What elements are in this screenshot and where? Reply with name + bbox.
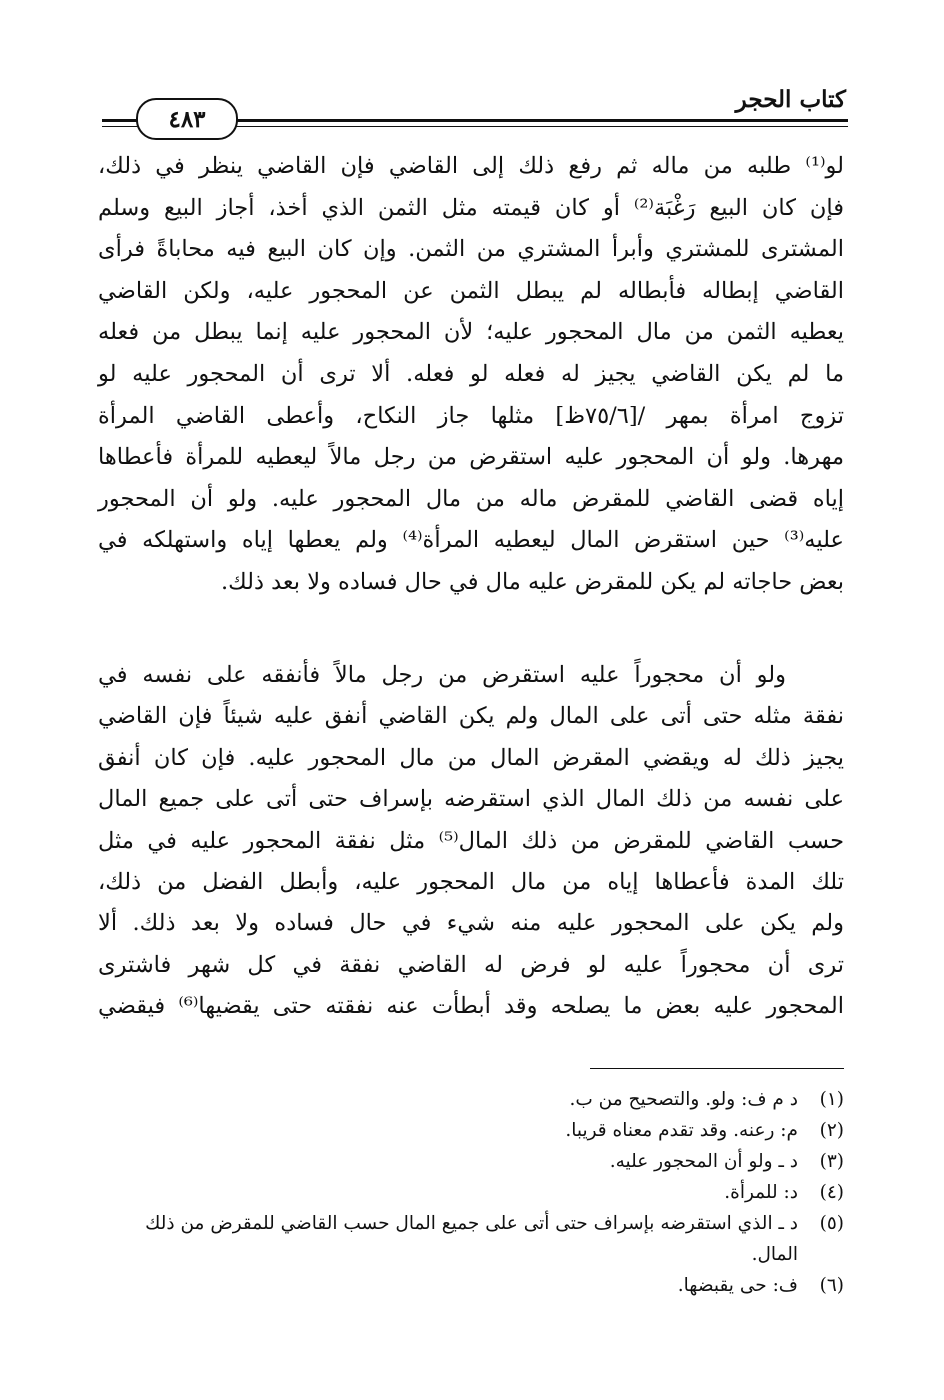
footnote-number: (٢): [819, 1120, 844, 1141]
footnote: [96, 1208, 844, 1270]
footnote-text: د م ف: ولو. والتصحيح من ب.: [569, 1089, 798, 1110]
text-line-indented: [98, 655, 844, 696]
text-line: المحجور عليه بعض ما يصلحه وقد أبطأت عنه نفقته حتى يقضيها⁽⁶⁾ فيقضي: [98, 993, 844, 1020]
footnote-number: (١): [819, 1089, 844, 1110]
footnote: [96, 1115, 844, 1146]
text-line: ترى أن محجوراً عليه لو فرض له القاضي نفقة في كل شهر فاشترى: [98, 951, 844, 978]
text-line: لو⁽¹⁾ طلبه من ماله ثم رفع ذلك إلى القاضي فإن القاضي ينظر في ذلك،: [98, 153, 844, 179]
footnote-number: (٣): [819, 1151, 844, 1172]
text-line: يجيز ذلك له ويقضي المقرض المال من مال المحجور عليه. فإن كان أنفق: [98, 744, 844, 771]
paragraph-2: [98, 655, 844, 1028]
text-line: تزوج امرأة بمهر /[٧٥/٦ظ] مثلها جاز النكاح، وأعطى القاضي المرأة: [98, 402, 844, 429]
text-line: على نفسه من ذلك المال الذي استقرضه بإسراف حتى أتى على جميع المال: [98, 786, 844, 813]
footnote-text: ف: حى يقبضها.: [677, 1275, 798, 1296]
footnotes: [96, 1084, 844, 1301]
text-line: فإن كان البيع رَغْبَة⁽²⁾ أو كان قيمته مثل الثمن الذي أخذ، أجاز البيع وسلم: [98, 194, 844, 221]
footnote-text: د ـ ولو أن المحجور عليه.: [609, 1151, 798, 1172]
text-line: مهرها. ولو أن المحجور عليه استقرض من رجل مالاً ليعطيه للمرأة فأعطاها: [98, 444, 844, 471]
page-number: ٤٨٣: [168, 105, 206, 133]
text-line: ولم يكن على المحجور عليه منه شيء في حال فساده ولا بعد ذلك. ألا: [98, 910, 844, 937]
text-line: بعض حاجاته لم يكن للمقرض عليه مال في حال فساده ولا بعد ذلك.: [220, 568, 844, 595]
footnote: [96, 1270, 844, 1301]
footnote-text: د ـ الذي استقرضه بإسراف حتى أتى على جميع المال حسب القاضي للمقرض من ذلك المال.: [145, 1213, 798, 1265]
footnote: [96, 1084, 844, 1115]
footnote-separator: [590, 1068, 844, 1069]
text-line: تلك المدة فأعطاها إياه من مال المحجور عليه، وأبطل الفضل من ذلك،: [98, 869, 844, 896]
running-title: كتاب الحجر: [735, 86, 846, 113]
footnote-number: (٦): [819, 1275, 844, 1296]
footnote: [96, 1177, 844, 1208]
paragraph-1: [98, 146, 844, 604]
text-line: القاضي إبطاله فأبطاله لم يبطل الثمن عن المحجور عليه، ولكن القاضي: [98, 277, 844, 304]
text-line: عليه⁽³⁾ حين استقرض المال ليعطيه المرأة⁽⁴⁾ ولم يعطها إياه واستهلكه في: [98, 527, 844, 554]
footnote-text: د: للمرأة.: [724, 1182, 798, 1203]
text-line: المشترى للمشتري وأبرأ المشتري من الثمن. وإن كان البيع فيه محاباةً فرأى: [98, 236, 844, 263]
text-line: حسب القاضي للمقرض من ذلك المال⁽⁵⁾ مثل نفقة المحجور عليه في مثل: [98, 827, 844, 854]
page-number-frame: [136, 98, 238, 140]
footnote-text: م: رعنه. وقد تقدم معناه قريبا.: [565, 1120, 798, 1141]
footnote-number: (٤): [819, 1182, 844, 1203]
text-line: نفقة مثله حتى أتى على المال ولم يكن القاضي أنفق عليه شيئاً فإن القاضي: [98, 703, 844, 730]
text-line: يعطيه الثمن من مال المحجور عليه؛ لأن المحجور عليه إنما يبطل من فعله: [98, 319, 844, 346]
footnote: [96, 1146, 844, 1177]
text-line: ولو أن محجوراً عليه استقرض من رجل مالاً فأنفقه على نفسه في: [98, 662, 786, 688]
text-line: إياه قضى القاضي للمقرض ماله من مال المحجور عليه. ولو أن المحجور: [98, 485, 844, 512]
footnote-number: (٥): [819, 1213, 844, 1234]
text-line: ما لم يكن القاضي يجيز له فعله لو فعله. ألا ترى أن المحجور عليه لو: [98, 360, 844, 387]
